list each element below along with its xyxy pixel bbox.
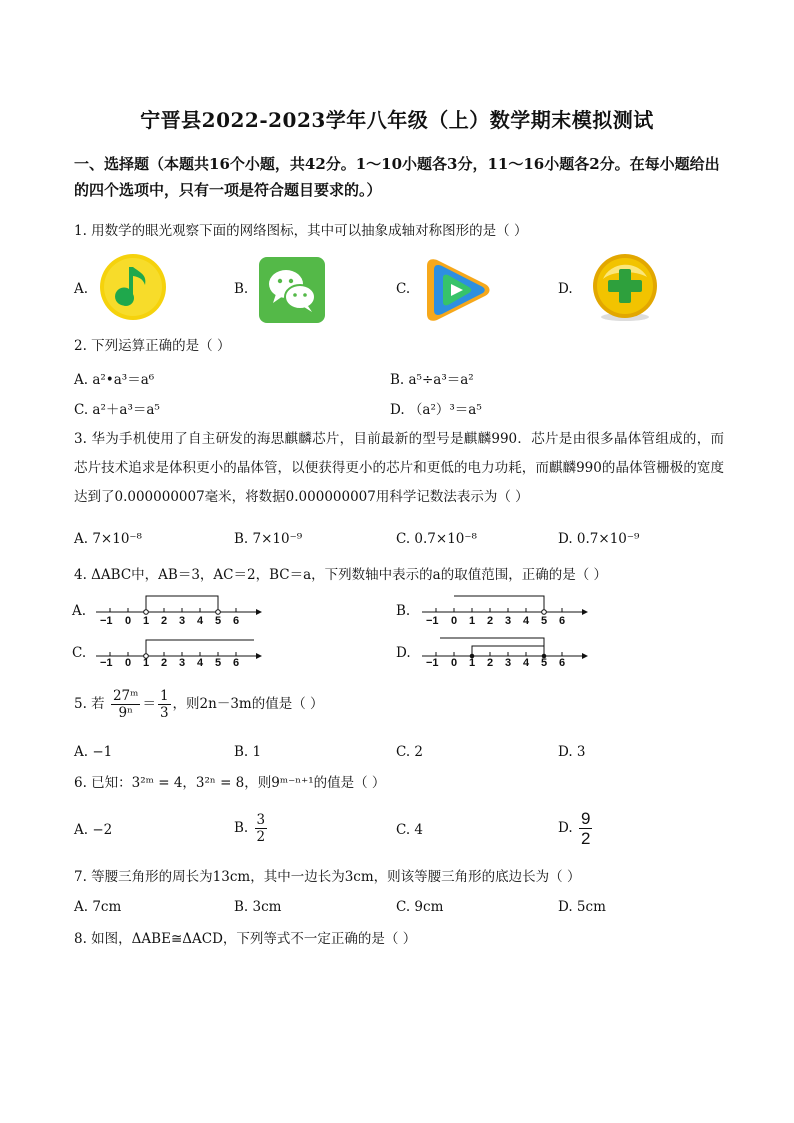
- q6-option-a: A. −2: [74, 822, 113, 838]
- question-8-stem: 8. 如图，ΔABE≅ΔACD，下列等式不一定正确的是（ ）: [74, 931, 417, 947]
- tick-label: −1: [426, 657, 439, 669]
- q4-option-d-label: D.: [396, 645, 411, 661]
- tick-label: 1: [143, 615, 150, 627]
- q6-b-den: 2: [256, 829, 266, 845]
- section-heading: 一、选择题（本题共16个小题，共42分。1～10小题各3分，11～16小题各2分。在每小题给出的四个选项中，只有一项是符合题目要求的。）: [74, 155, 720, 199]
- q5-option-a: A. −1: [74, 744, 113, 760]
- tick-label: 2: [487, 657, 494, 669]
- tick-label: 3: [179, 657, 186, 669]
- q5-numerator: 27ᵐ: [112, 688, 139, 704]
- tick-label: 2: [161, 615, 168, 627]
- q1-option-c-label: C.: [396, 281, 411, 297]
- number-line-a-ticks: [102, 615, 252, 631]
- tick-label: 4: [523, 615, 530, 627]
- q3-option-b: B. 7×10⁻⁹: [234, 531, 303, 547]
- question-2-stem: 2. 下列运算正确的是（ ）: [74, 338, 231, 354]
- tick-label: 1: [469, 615, 476, 627]
- q6-option-d-label: D.: [558, 820, 573, 836]
- question-7-stem: 7. 等腰三角形的周长为13cm，其中一边长为3cm，则该等腰三角形的底边长为（ ）: [74, 869, 581, 885]
- number-line-d-ticks: [428, 657, 578, 673]
- tick-label: 2: [161, 657, 168, 669]
- q3-option-d: D. 0.7×10⁻⁹: [558, 531, 640, 547]
- tick-label: 2: [487, 615, 494, 627]
- page-title: 宁晋县2022-2023学年八年级（上）数学期末模拟测试: [140, 108, 654, 132]
- q7-option-a: A. 7cm: [74, 899, 122, 915]
- q1-option-a-label: A.: [74, 281, 89, 297]
- q7-option-c: C. 9cm: [396, 899, 444, 915]
- tick-label: 4: [523, 657, 530, 669]
- security-guard-icon: [591, 253, 659, 323]
- tick-label: −1: [426, 615, 439, 627]
- tick-label: 6: [233, 657, 240, 669]
- tick-label: 3: [179, 615, 186, 627]
- q4-option-a-label: A.: [72, 603, 87, 619]
- q3-option-c: C. 0.7×10⁻⁸: [396, 531, 477, 547]
- tick-label: 6: [559, 657, 566, 669]
- q6-option-d: [558, 808, 594, 848]
- question-3-stem: 3. 华为手机使用了自主研发的海思麒麟芯片，目前最新的型号是麒麟990．芯片是由很多晶体管组成的，而芯片技术追求是体积更小的晶体管，以便获得更小的芯片和更低的电力功耗，而麒麟990的晶体管栅极的宽度达到了0.000000007毫米，将数据0.000000007用科学记数法表示为（ ）: [74, 431, 724, 505]
- tick-label: 5: [215, 615, 222, 627]
- q1-option-d-label: D.: [558, 281, 573, 297]
- q5-option-c: C. 2: [396, 744, 424, 760]
- tick-label: 0: [125, 657, 132, 669]
- q6-option-b: [234, 808, 269, 848]
- q5-rden: 3: [159, 705, 169, 721]
- tick-label: 1: [143, 657, 150, 669]
- q3-option-a: A. 7×10⁻⁸: [74, 531, 142, 547]
- q2-option-b: B. a⁵÷a³＝a²: [390, 372, 474, 388]
- q6-option-c: C. 4: [396, 822, 424, 838]
- q5-suffix: ，则2n－3m的值是（ ）: [172, 696, 324, 712]
- tick-label: 3: [505, 657, 512, 669]
- number-line-b-ticks: [428, 615, 578, 631]
- tick-label: 0: [451, 615, 458, 627]
- tick-label: 3: [505, 615, 512, 627]
- q2-option-d: D. （a²）³＝a⁵: [390, 402, 482, 418]
- q6-d-den: 2: [580, 829, 591, 848]
- tick-label: −1: [100, 615, 113, 627]
- tick-label: −1: [100, 657, 113, 669]
- q7-option-b: B. 3cm: [234, 899, 282, 915]
- tick-label: 0: [451, 657, 458, 669]
- q7-option-d: D. 5cm: [558, 899, 606, 915]
- q6-b-num: 3: [256, 812, 266, 828]
- tick-label: 6: [559, 615, 566, 627]
- tick-label: 6: [233, 615, 240, 627]
- q5-option-d: D. 3: [558, 744, 586, 760]
- q4-option-c-label: C.: [72, 645, 87, 661]
- q6-option-d-fraction: [579, 809, 592, 848]
- q5-fraction-left: [111, 688, 140, 721]
- q5-denominator: 9ⁿ: [118, 705, 133, 721]
- tick-label: 5: [215, 657, 222, 669]
- wechat-icon: [258, 256, 326, 324]
- question-5-stem: [74, 684, 324, 724]
- q5-rnum: 1: [159, 688, 169, 704]
- question-4-stem: 4. ΔABC中，AB＝3，AC＝2，BC＝a，下列数轴中表示的a的取值范围，正确的是（ ）: [74, 567, 607, 583]
- q6-d-num: 9: [580, 809, 591, 828]
- q5-equals: ＝: [142, 696, 156, 712]
- tick-label: 4: [197, 657, 204, 669]
- question-6-stem: 6. 已知：3²ᵐ = 4，3²ⁿ = 8，则9ᵐ⁻ⁿ⁺¹的值是（ ）: [74, 775, 386, 791]
- number-line-c-ticks: [102, 657, 252, 673]
- tick-label: 4: [197, 615, 204, 627]
- q2-option-a: A. a²•a³＝a⁶: [74, 372, 155, 388]
- tick-label: 5: [541, 657, 548, 669]
- q5-prefix: 5. 若: [74, 696, 105, 712]
- q5-fraction-right: [158, 688, 171, 721]
- q6-option-b-label: B.: [234, 820, 249, 836]
- question-1-stem: 1. 用数学的眼光观察下面的网络图标，其中可以抽象成轴对称图形的是（ ）: [74, 223, 528, 239]
- q4-option-b-label: B.: [396, 603, 411, 619]
- tick-label: 0: [125, 615, 132, 627]
- tencent-video-icon: [421, 258, 493, 322]
- qq-music-icon: [99, 253, 167, 321]
- q6-option-b-fraction: [255, 812, 268, 845]
- q5-option-b: B. 1: [234, 744, 262, 760]
- q1-option-b-label: B.: [234, 281, 249, 297]
- tick-label: 5: [541, 615, 548, 627]
- tick-label: 1: [469, 657, 476, 669]
- q2-option-c: C. a²＋a³＝a⁵: [74, 402, 160, 418]
